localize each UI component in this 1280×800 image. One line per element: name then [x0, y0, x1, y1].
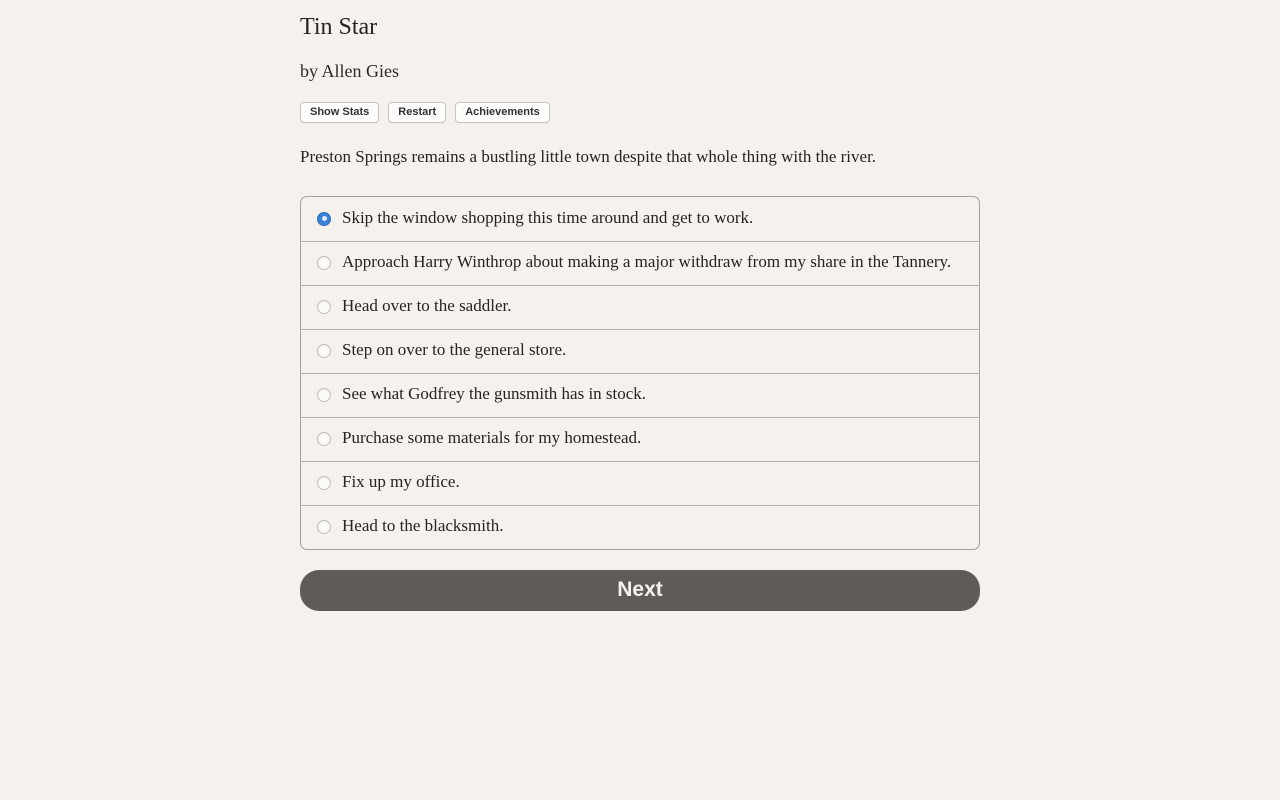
choice-option[interactable]	[301, 505, 979, 549]
achievements-button[interactable]: Achievements	[455, 102, 550, 123]
game-page	[300, 0, 980, 611]
choice-label: Head over to the saddler.	[342, 296, 512, 316]
choice-label: Step on over to the general store.	[342, 340, 567, 360]
choice-label: See what Godfrey the gunsmith has in stock.	[342, 384, 647, 404]
choice-option[interactable]	[301, 329, 979, 373]
choice-label: Approach Harry Winthrop about making a major withdraw from my share in the Tannery.	[342, 252, 952, 272]
choice-list	[300, 196, 980, 550]
choice-option[interactable]	[301, 197, 979, 241]
next-button[interactable]: Next	[300, 570, 980, 611]
radio-button-icon[interactable]	[317, 476, 331, 490]
radio-button-icon[interactable]	[317, 520, 331, 534]
choice-option[interactable]	[301, 285, 979, 329]
show-stats-button[interactable]: Show Stats	[300, 102, 379, 123]
toolbar	[300, 102, 980, 123]
choice-option[interactable]	[301, 373, 979, 417]
radio-button-icon[interactable]	[317, 212, 331, 226]
radio-button-icon[interactable]	[317, 388, 331, 402]
choice-label: Purchase some materials for my homestead.	[342, 428, 642, 448]
radio-button-icon[interactable]	[317, 300, 331, 314]
story-text: Preston Springs remains a bustling little town despite that whole thing with the river.	[300, 146, 877, 166]
radio-button-icon[interactable]	[317, 256, 331, 270]
radio-button-icon[interactable]	[317, 432, 331, 446]
choice-option[interactable]	[301, 417, 979, 461]
choice-option[interactable]	[301, 461, 979, 505]
game-title: Tin Star	[300, 14, 378, 40]
restart-button[interactable]: Restart	[388, 102, 446, 123]
choice-label: Fix up my office.	[342, 472, 460, 492]
choice-label: Skip the window shopping this time around and get to work.	[342, 207, 754, 227]
author-byline: by Allen Gies	[300, 60, 399, 81]
choice-option[interactable]	[301, 241, 979, 285]
radio-button-icon[interactable]	[317, 344, 331, 358]
choice-label: Head to the blacksmith.	[342, 516, 504, 536]
